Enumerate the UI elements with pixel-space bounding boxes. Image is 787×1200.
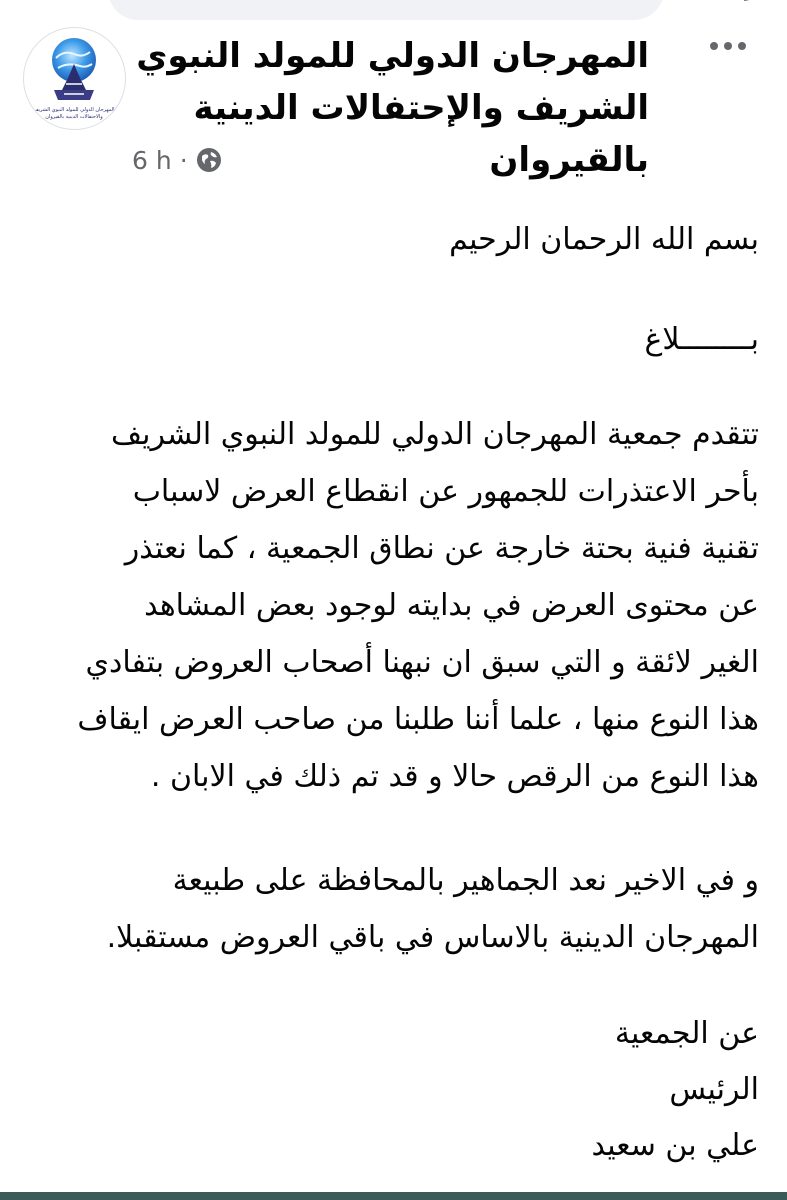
signature-line: علي بن سعيد [591, 1128, 759, 1163]
main-line: بأحر الاعتذرات للجمهور عن انقطاع العرض لاسباب [132, 474, 759, 509]
bottom-edge-strip [0, 1192, 787, 1200]
main-line: تتقدم جمعية المهرجان الدولي للمولد النبوي الشريف [111, 417, 759, 452]
notice-title-line: بــــــــلاغ [644, 322, 759, 357]
more-options-dot [724, 42, 732, 50]
main-line: الغير لائقة و التي سبق ان نبهنا أصحاب العروض بتفادي [85, 645, 759, 680]
page-name-line2: الشريف والإحتفالات الدينية بالقيروان [193, 88, 649, 180]
closing-line: و في الاخير نعد الجماهير بالمحافظة على طبيعة [172, 863, 759, 898]
meta-separator: · [179, 145, 188, 175]
post-timestamp[interactable]: 6 h [132, 145, 172, 175]
basmala-line: بسم الله الرحمان الرحيم [449, 222, 759, 257]
signature-line: عن الجمعية [614, 1016, 759, 1051]
notice-title [19, 312, 759, 368]
post-header [0, 0, 787, 200]
signature-line: الرئيس [669, 1072, 759, 1107]
basmala-text [19, 212, 759, 268]
main-line: هذا النوع منها ، علما أننا طلبنا من صاحب العرض ايقاف [77, 702, 759, 737]
more-options-button[interactable] [700, 28, 756, 64]
closing-line: المهرجان الدينية بالاساس في باقي العروض مستقبلا. [106, 920, 759, 955]
globe-icon[interactable] [196, 147, 222, 173]
avatar-caption-line2: والاحتفالات الدينية بالقيروان [45, 114, 103, 120]
main-line: هذا النوع من الرقص حالا و قد تم ذلك في الابان . [150, 759, 759, 794]
more-options-icon [710, 42, 718, 50]
closing-paragraph [19, 852, 759, 966]
more-options-dot [738, 42, 746, 50]
main-line: عن محتوى العرض في بدايته لوجود بعض المشاهد [144, 588, 759, 623]
post-meta [132, 142, 222, 178]
signature-block [19, 1006, 759, 1174]
avatar-caption-line1: المهرجان الدولي للمولد النبوي الشريف [33, 107, 115, 113]
main-line: تقنية فنية بحتة خارجة عن نطاق الجمعية ، كما نعتذر [124, 531, 759, 566]
page-name-line1: المهرجان الدولي للمولد النبوي [136, 36, 649, 76]
main-paragraph [19, 406, 759, 805]
